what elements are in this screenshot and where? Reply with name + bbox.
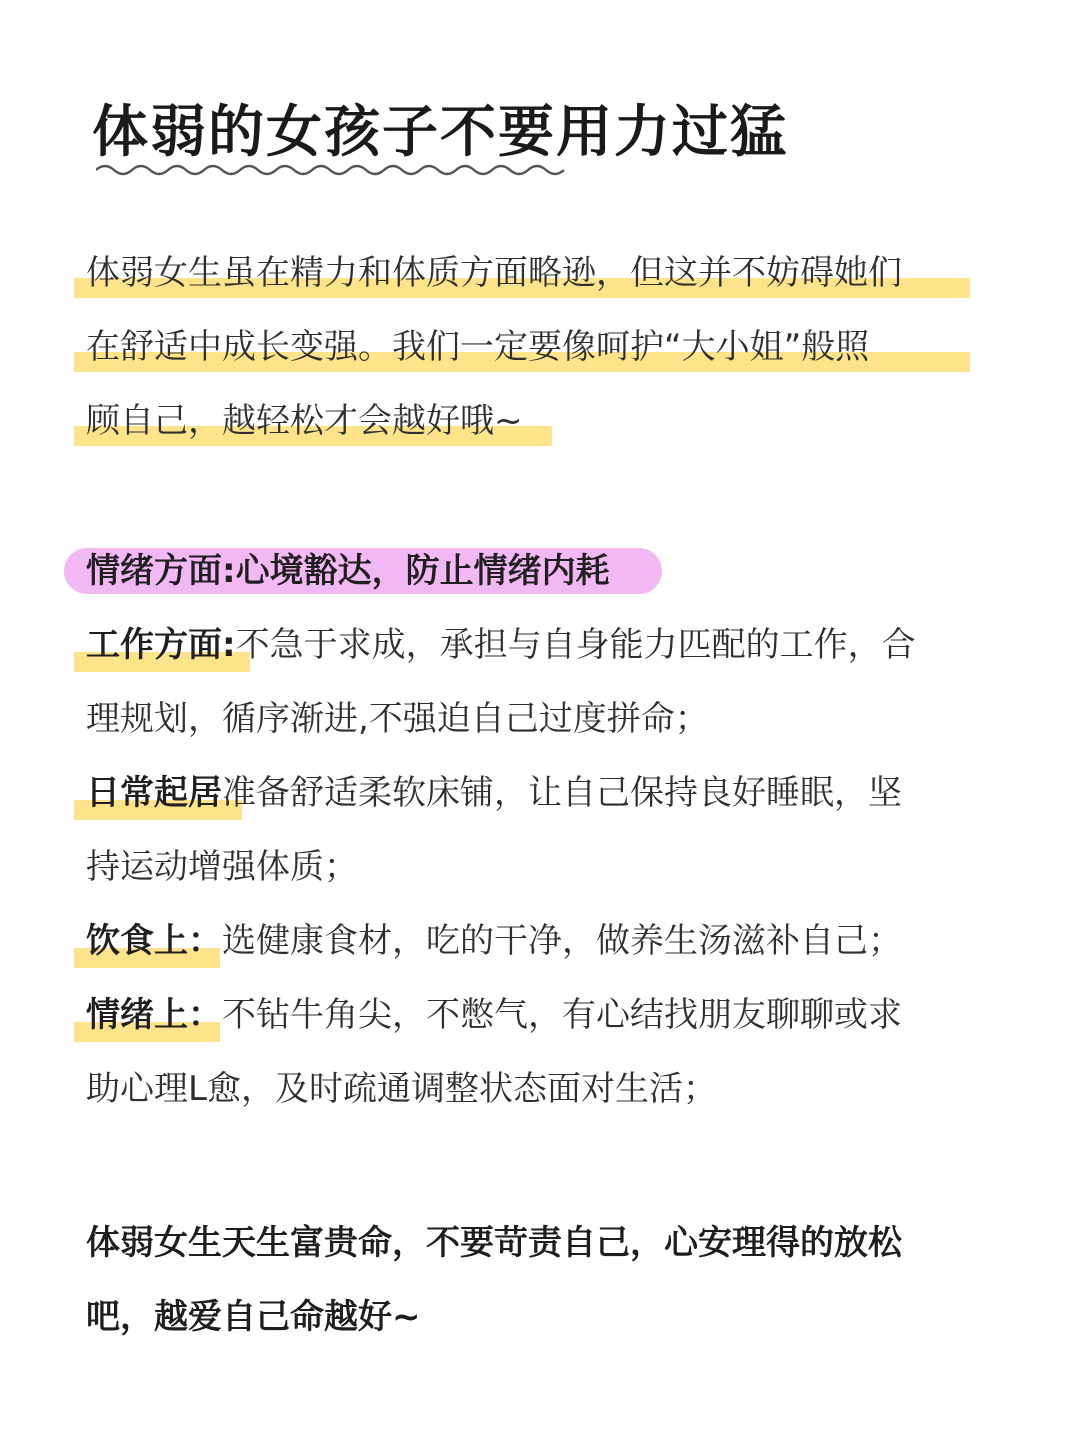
intro-line: 顾自己，越轻松才会越好哦~	[86, 384, 986, 458]
item-label: 日常起居	[86, 773, 222, 813]
intro-paragraph	[86, 236, 986, 458]
item-label: 饮食上：	[86, 921, 222, 961]
list-item-continuation: 持运动增强体质；	[86, 847, 358, 887]
section-heading: 情绪方面:心境豁达，防止情绪内耗	[86, 551, 610, 591]
list-item: 饮食上：选健康食材，吃的干净，做养生汤滋补自己；	[86, 904, 986, 978]
item-label: 工作方面:	[86, 625, 236, 665]
list-item: 情绪上：不钻牛角尖，不憋气，有心结找朋友聊聊或求	[86, 978, 986, 1052]
item-label: 情绪上：	[86, 995, 222, 1035]
tips-list	[86, 608, 986, 1126]
closing-paragraph: 体弱女生天生富贵命，不要苛责自己，心安理得的放松 吧，越爱自己命越好~	[86, 1223, 902, 1337]
list-item: 日常起居准备舒适柔软床铺，让自己保持良好睡眠，坚	[86, 756, 986, 830]
page-title: 体弱的女孩子不要用力过猛	[92, 100, 788, 165]
list-item-continuation: 理规划，循序渐进,不强迫自己过度拼命；	[86, 699, 709, 739]
intro-line: 在舒适中成长变强。我们一定要像呵护“大小姐”般照	[86, 310, 986, 384]
wavy-underline	[96, 160, 570, 180]
list-item: 工作方面:不急于求成，承担与自身能力匹配的工作，合	[86, 608, 986, 682]
intro-line: 体弱女生虽在精力和体质方面略逊，但这并不妨碍她们	[86, 236, 986, 310]
list-item-continuation: 助心理L愈，及时疏通调整状态面对生活；	[86, 1069, 717, 1109]
